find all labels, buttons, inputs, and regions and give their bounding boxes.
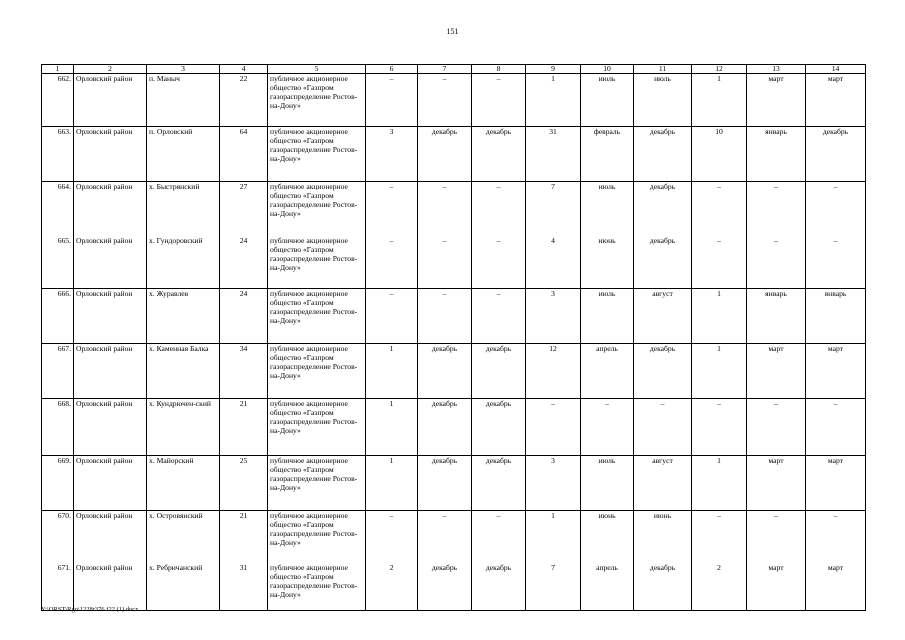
table-cell-c11: август [634,456,692,511]
table-cell-c8: декабрь [472,456,526,511]
table-row [42,74,866,127]
table-cell-c8: – [472,236,526,289]
table-cell-c6: 2 [366,563,418,611]
table-row [42,127,866,182]
table-cell-c13: март [747,74,806,127]
table-cell-c11: июнь [634,511,692,564]
column-header: 3 [147,65,220,74]
table-cell-c5: публичное акционерное общество «Газпром газораспределение Ростов-на-Дону» [268,456,366,511]
table-cell-c9: 3 [526,456,581,511]
table-cell-c12: 10 [692,127,747,182]
table-cell-c7: – [418,74,472,127]
table-row [42,236,866,289]
table-cell-c4: 21 [220,511,268,564]
table-cell-c4: 31 [220,563,268,611]
table-cell-c3: п. Маныч [147,74,220,127]
table-cell-c13: январь [747,127,806,182]
table-cell-c11: август [634,289,692,344]
table-cell-c1: 670. [42,511,74,564]
column-header: 14 [806,65,866,74]
table-cell-c2: Орловский район [74,127,147,182]
table-cell-c12: – [692,399,747,456]
table-cell-c12: 1 [692,74,747,127]
column-header: 12 [692,65,747,74]
table-row [42,511,866,564]
table-cell-c8: декабрь [472,563,526,611]
table-cell-c6: – [366,182,418,237]
table-cell-c9: – [526,399,581,456]
table-cell-c2: Орловский район [74,344,147,399]
table-cell-c11: декабрь [634,344,692,399]
table-cell-c13: – [747,399,806,456]
table-cell-c7: декабрь [418,344,472,399]
table-row [42,456,866,511]
table-cell-c5: публичное акционерное общество «Газпром газораспределение Ростов-на-Дону» [268,74,366,127]
column-header: 8 [472,65,526,74]
table-cell-c3: х. Островянский [147,511,220,564]
page-number: 151 [446,27,459,36]
table-cell-c6: 1 [366,344,418,399]
table-cell-c3: х. Майорский [147,456,220,511]
table-cell-c8: – [472,289,526,344]
table-cell-c6: – [366,511,418,564]
table-cell-c9: 12 [526,344,581,399]
table-cell-c1: 668. [42,399,74,456]
table-cell-c1: 664. [42,182,74,237]
table-cell-c13: – [747,236,806,289]
table-cell-c7: декабрь [418,456,472,511]
table-cell-c12: – [692,236,747,289]
table-cell-c14: – [806,182,866,237]
table-cell-c8: декабрь [472,344,526,399]
table-cell-c3: х. Ребричанский [147,563,220,611]
table-cell-c5: публичное акционерное общество «Газпром газораспределение Ростов-на-Дону» [268,563,366,611]
table-cell-c14: – [806,236,866,289]
table-cell-c3: х. Журавлев [147,289,220,344]
column-header: 13 [747,65,806,74]
table-row [42,399,866,456]
table-cell-c4: 24 [220,289,268,344]
table-cell-c1: 671. [42,563,74,611]
table-row [42,344,866,399]
table-cell-c7: декабрь [418,127,472,182]
table-cell-c5: публичное акционерное общество «Газпром газораспределение Ростов-на-Дону» [268,511,366,564]
table-cell-c4: 34 [220,344,268,399]
table-cell-c4: 25 [220,456,268,511]
table-cell-c8: – [472,74,526,127]
table-cell-c13: март [747,456,806,511]
table-cell-c13: март [747,563,806,611]
table-cell-c10: июнь [581,236,634,289]
header-row [42,65,866,74]
column-header: 9 [526,65,581,74]
table-cell-c6: – [366,289,418,344]
table-cell-c9: 31 [526,127,581,182]
table-cell-c14: декабрь [806,127,866,182]
table-cell-c10: июль [581,289,634,344]
table-cell-c11: декабрь [634,127,692,182]
table-cell-c14: – [806,511,866,564]
table-cell-c10: – [581,399,634,456]
table-row [42,289,866,344]
table-cell-c2: Орловский район [74,182,147,237]
table-cell-c3: х. Кундрючен-ский [147,399,220,456]
column-header: 7 [418,65,472,74]
table-cell-c11: декабрь [634,182,692,237]
table-cell-c2: Орловский район [74,456,147,511]
table-cell-c10: июль [581,74,634,127]
table-cell-c8: – [472,511,526,564]
table-cell-c2: Орловский район [74,563,147,611]
table-cell-c1: 667. [42,344,74,399]
table-cell-c10: апрель [581,344,634,399]
table-cell-c12: – [692,511,747,564]
table-cell-c13: март [747,344,806,399]
table-cell-c13: – [747,511,806,564]
table-cell-c1: 665. [42,236,74,289]
table-cell-c7: – [418,289,472,344]
table-cell-c10: июль [581,182,634,237]
table-cell-c8: – [472,182,526,237]
table-cell-c9: 7 [526,182,581,237]
table-cell-c1: 662. [42,74,74,127]
table-cell-c10: июнь [581,511,634,564]
table-cell-c5: публичное акционерное общество «Газпром газораспределение Ростов-на-Дону» [268,344,366,399]
table-cell-c10: апрель [581,563,634,611]
table-body [42,74,866,611]
table-cell-c5: публичное акционерное общество «Газпром газораспределение Ростов-на-Дону» [268,289,366,344]
table-cell-c7: декабрь [418,399,472,456]
table-cell-c5: публичное акционерное общество «Газпром газораспределение Ростов-на-Дону» [268,182,366,237]
table-cell-c5: публичное акционерное общество «Газпром газораспределение Ростов-на-Дону» [268,236,366,289]
table-cell-c3: х. Гундоровский [147,236,220,289]
table-cell-c8: декабрь [472,127,526,182]
table-cell-c14: март [806,563,866,611]
column-header: 1 [42,65,74,74]
footer-file-path: Y:\ORST\Rgo\1228r376.f22 (1).docx [41,606,139,613]
table-cell-c12: 1 [692,344,747,399]
table-cell-c1: 666. [42,289,74,344]
table-cell-c14: март [806,456,866,511]
table-cell-c3: х. Быстрянский [147,182,220,237]
table-cell-c12: 1 [692,456,747,511]
table-cell-c2: Орловский район [74,399,147,456]
table-cell-c5: публичное акционерное общество «Газпром газораспределение Ростов-на-Дону» [268,399,366,456]
table-row [42,182,866,237]
table-cell-c7: – [418,511,472,564]
table-cell-c2: Орловский район [74,511,147,564]
table-cell-c6: 1 [366,399,418,456]
table-cell-c9: 4 [526,236,581,289]
table-cell-c12: 1 [692,289,747,344]
table-cell-c13: январь [747,289,806,344]
table-cell-c11: июль [634,74,692,127]
table-cell-c9: 7 [526,563,581,611]
table-cell-c9: 3 [526,289,581,344]
table-cell-c4: 27 [220,182,268,237]
table-cell-c5: публичное акционерное общество «Газпром газораспределение Ростов-на-Дону» [268,127,366,182]
table-cell-c6: – [366,236,418,289]
table-cell-c9: 1 [526,511,581,564]
table-cell-c13: – [747,182,806,237]
table-cell-c7: – [418,182,472,237]
table-cell-c3: х. Каменная Балка [147,344,220,399]
table-cell-c4: 22 [220,74,268,127]
table-row [42,563,866,611]
gas-register-table [41,64,866,611]
table-cell-c4: 21 [220,399,268,456]
table-cell-c2: Орловский район [74,74,147,127]
table-cell-c10: июль [581,456,634,511]
table-cell-c14: март [806,74,866,127]
table-cell-c12: 2 [692,563,747,611]
column-header: 10 [581,65,634,74]
column-header: 11 [634,65,692,74]
table-cell-c14: январь [806,289,866,344]
table-cell-c3: п. Орловский [147,127,220,182]
table-cell-c11: – [634,399,692,456]
table-cell-c12: – [692,182,747,237]
table-cell-c1: 669. [42,456,74,511]
table-cell-c11: декабрь [634,563,692,611]
column-header: 2 [74,65,147,74]
table-cell-c2: Орловский район [74,236,147,289]
table-cell-c8: декабрь [472,399,526,456]
table-cell-c6: – [366,74,418,127]
column-header: 6 [366,65,418,74]
table-cell-c10: февраль [581,127,634,182]
table-cell-c6: 3 [366,127,418,182]
table-cell-c4: 24 [220,236,268,289]
table-cell-c1: 663. [42,127,74,182]
table-cell-c7: – [418,236,472,289]
table-cell-c2: Орловский район [74,289,147,344]
table-cell-c6: 1 [366,456,418,511]
table-cell-c11: декабрь [634,236,692,289]
table-cell-c7: декабрь [418,563,472,611]
column-header: 4 [220,65,268,74]
table-cell-c4: 64 [220,127,268,182]
column-header: 5 [268,65,366,74]
table-cell-c14: – [806,399,866,456]
table-cell-c14: март [806,344,866,399]
table-cell-c9: 1 [526,74,581,127]
